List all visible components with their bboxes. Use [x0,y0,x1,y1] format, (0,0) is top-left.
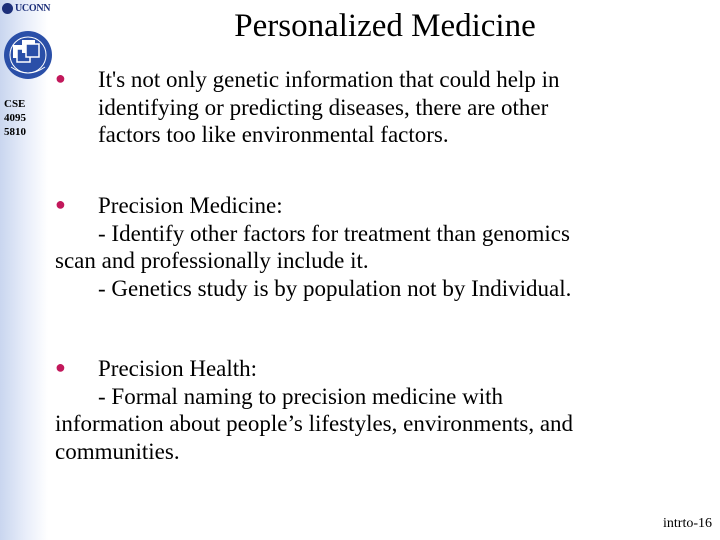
bullet-line: - Formal naming to precision medicine with [98,383,503,409]
course-line: 5810 [4,126,26,138]
bullet-line: information about people’s lifestyles, environments, and [55,411,574,436]
bullet-m-icon: ● [55,68,66,88]
bullet-m-icon: ● [55,357,66,377]
page-label: intrto-16 [663,516,712,531]
bullet-line: - Genetics study is by population not by Individual. [98,275,572,301]
brand-row [2,1,50,15]
course-line: CSE [4,98,26,110]
brand-mark-icon [2,3,13,14]
bullet-line: It's not only genetic information that could help in [98,67,560,92]
bullet-item [55,66,695,149]
bullet-heading: Precision Health: [98,356,258,381]
university-seal-logo [3,21,53,93]
bullet-m-icon: ● [55,194,66,214]
brand-name: UCONN [15,2,51,14]
bullet-heading: Precision Medicine: [98,193,283,218]
bullet-line: - Identify other factors for treatment than genomics [98,220,570,246]
bullet-line: identifying or predicting diseases, there are other [98,94,549,120]
slide-title: Personalized Medicine [234,8,536,44]
course-line: 4095 [4,112,26,124]
bullet-line: communities. [55,438,180,464]
bullet-item [55,192,695,302]
bullet-item [55,355,695,465]
bullet-line: factors too like environmental factors. [98,122,449,147]
sidebar [0,0,51,540]
bullet-line: scan and professionally include it. [55,248,369,273]
course-code [4,97,26,139]
